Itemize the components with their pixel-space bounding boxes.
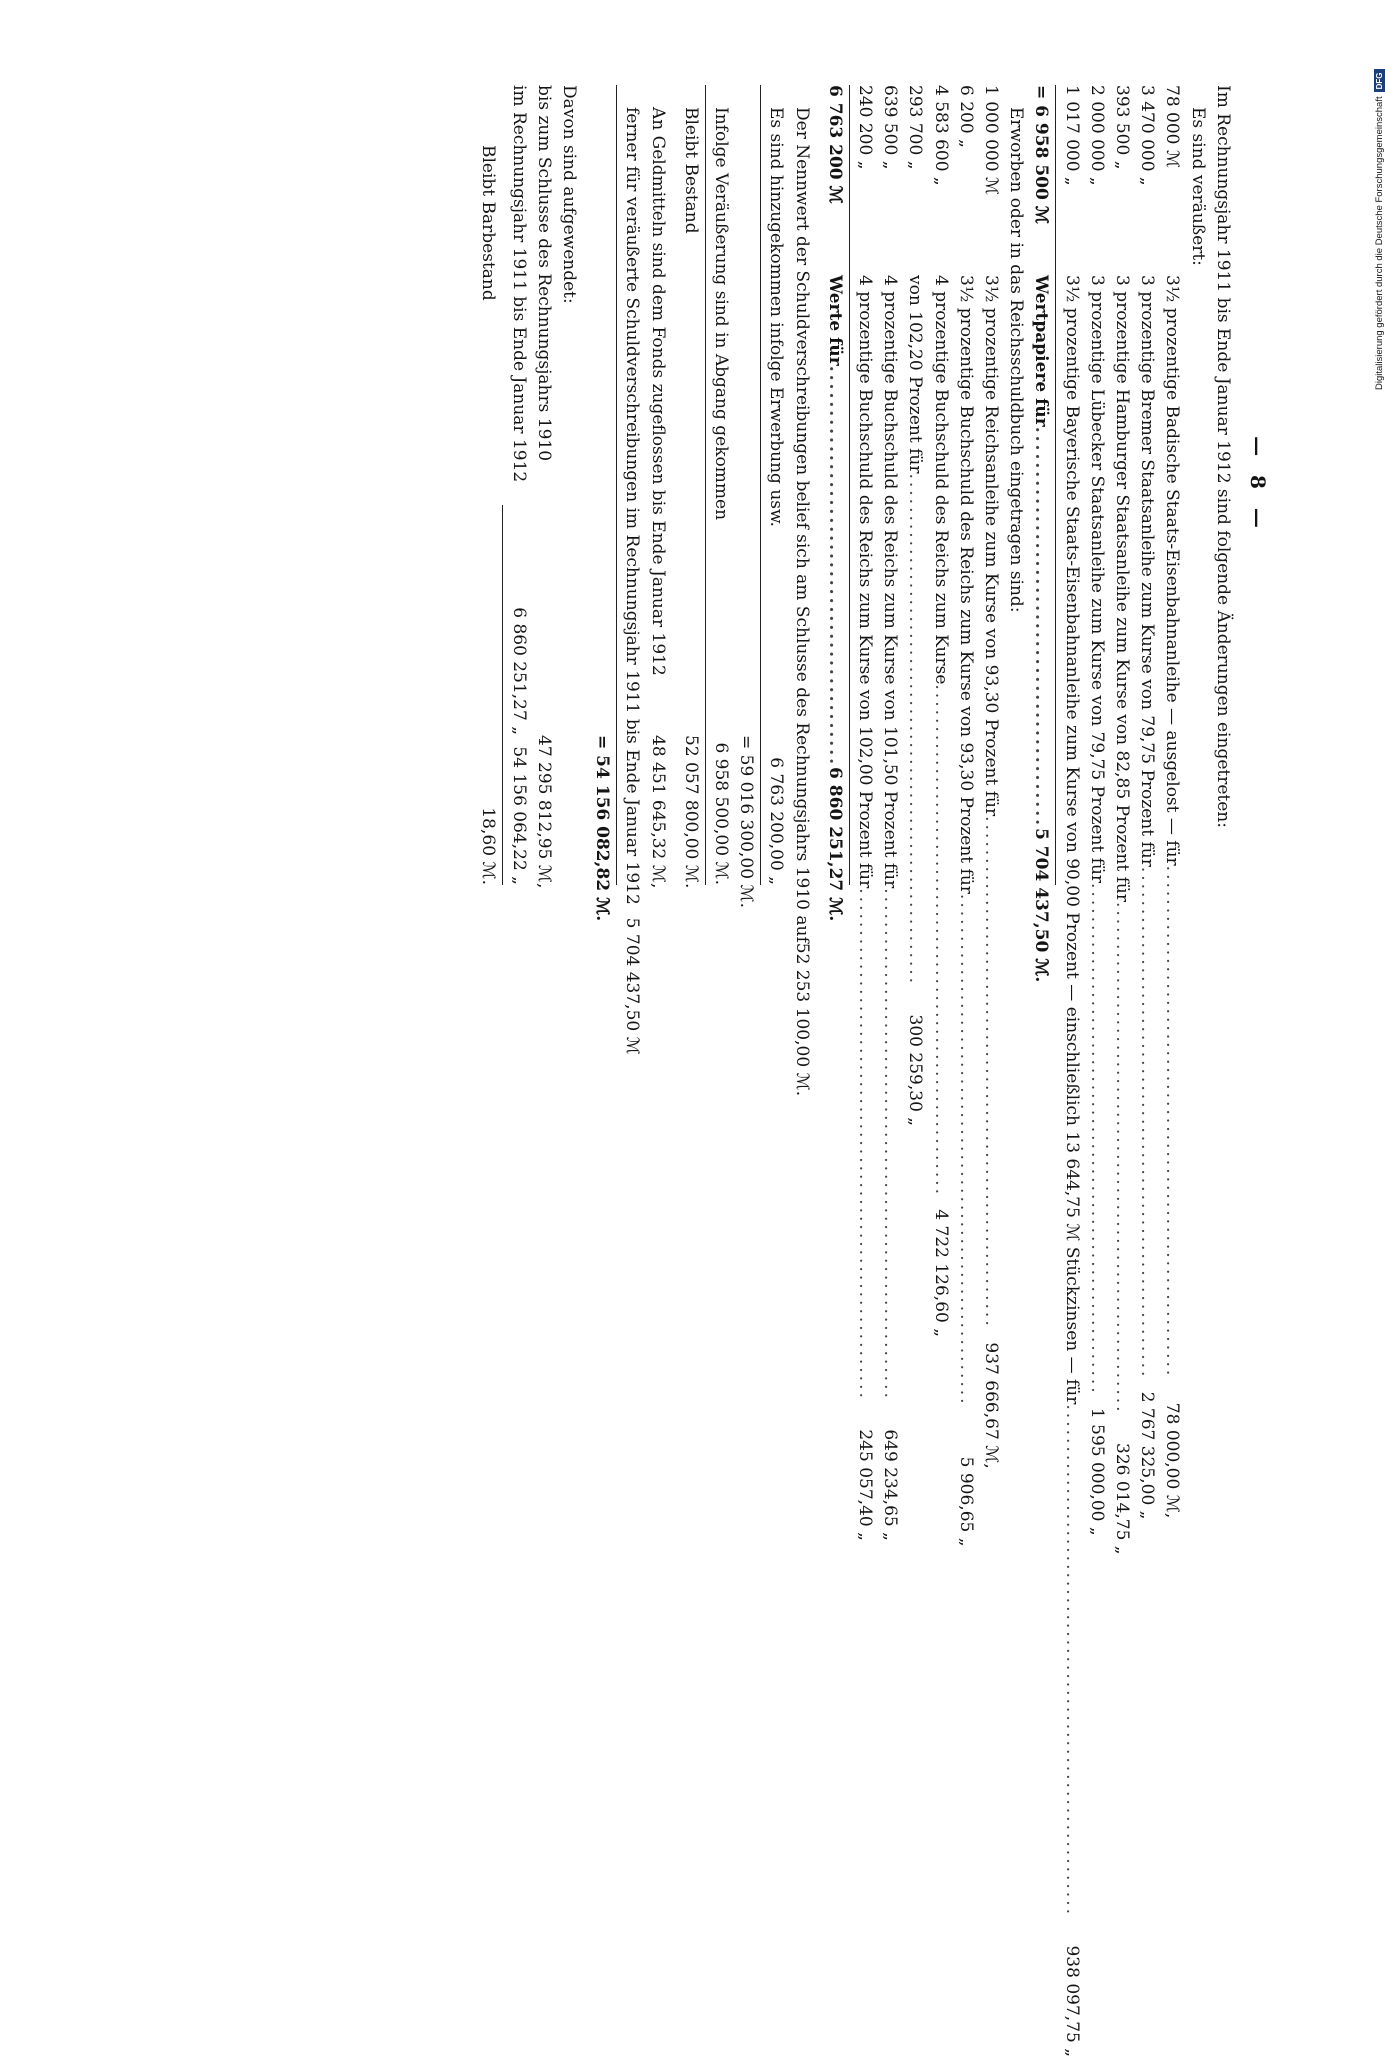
- bought-desc: 4 prozentige Buchschuld des Reichs zum Kurse von 101,50 Prozent für: [880, 275, 901, 889]
- margin-note: [1374, 70, 1385, 391]
- cash-row-2: [619, 85, 644, 1055]
- bought-amount: 293 700 „: [905, 85, 926, 170]
- sold-amount: 393 500 „: [1111, 85, 1132, 170]
- sold-amount: 3 470 000 „: [1137, 85, 1158, 186]
- nominal-desc: Es sind hinzugekommen infolge Erwerbung usw.: [766, 107, 787, 527]
- sold-desc: 3 prozentige Hamburger Staatsanleihe zum Kurse von 82,85 Prozent für: [1111, 275, 1132, 902]
- sold-row: [1159, 85, 1184, 1519]
- nominal-row: [733, 85, 758, 909]
- bought-value: 245 057,40 „: [854, 1429, 875, 1541]
- sold-value: 78 000,00 ℳ,: [1162, 1402, 1183, 1519]
- rotated-page: [110, 85, 1270, 2057]
- divider: [502, 505, 503, 885]
- bought-row: [877, 85, 902, 1541]
- bought-total-desc: Werte für: [824, 275, 845, 366]
- sold-total-value: 5 704 437,50 ℳ.: [1031, 828, 1052, 983]
- sold-row: [1084, 85, 1109, 1536]
- used-heading: Davon sind aufgewendet:: [558, 85, 579, 304]
- sold-row: [1058, 85, 1083, 2057]
- divider: [760, 85, 761, 885]
- nominal-value: 52 253 100,00 ℳ.: [791, 942, 812, 1097]
- bought-value: 5 906,65 „: [955, 1456, 976, 1547]
- nominal-value: 6 958 500,00 ℳ.: [710, 742, 731, 885]
- cash-label-2: ferner für veräußerte Schuldverschreibungen im Rechnungsjahr 1911 bis Ende Januar 1912: [622, 107, 643, 905]
- leader-dots: .............................................................: [1111, 901, 1132, 1415]
- bought-amount: 4 583 600 „: [930, 85, 951, 186]
- page-number: — 8 —: [1246, 436, 1270, 534]
- sold-list: [1058, 85, 1184, 2057]
- used-value-3: 54 156 064,22 „: [508, 746, 529, 885]
- leader-dots: .............................................................: [930, 684, 951, 1198]
- bought-desc: 3½ prozentige Buchschuld des Reichs zum Kurse von 93,30 Prozent für: [955, 275, 976, 894]
- dfg-logo: DFG: [1374, 70, 1385, 93]
- used-label-1: bis zum Schlusse des Rechnungsjahrs 1910: [533, 85, 554, 462]
- cash-label-1: An Geldmitteln sind dem Fonds zugeflossen bis Ende Januar 1912: [647, 107, 668, 676]
- bought-heading: Erworben oder in das Reichsschuldbuch eingetragen sind:: [1006, 107, 1027, 613]
- nominal-value: 6 763 200,00 „: [766, 757, 787, 885]
- sold-row: [1109, 85, 1134, 1555]
- leader-dots: .............................................................: [980, 816, 1001, 1329]
- sold-value: 2 767 325,00 „: [1137, 1391, 1158, 1520]
- sold-desc: 3 prozentige Lübecker Staatsanleihe zum Kurse von 79,75 Prozent für: [1086, 275, 1107, 884]
- bought-row: [927, 85, 952, 1338]
- margin-note-text: Digitalisierung gefördert durch die Deutsche Forschungsgemeinschaft: [1374, 96, 1385, 390]
- bought-list: [852, 85, 1003, 1547]
- used-row-2: [505, 85, 530, 885]
- nominal-desc: Infolge Veräußerung sind in Abgang gekommen: [710, 107, 731, 521]
- cash-total: = 54 156 082,82 ℳ.: [592, 735, 613, 922]
- used-value-1: 47 295 812,95 ℳ,: [533, 735, 554, 889]
- sold-total-desc: Wertpapiere für: [1031, 275, 1052, 427]
- sold-desc: 3½ prozentige Badische Staats-Eisenbahnanleihe — ausgelost — für: [1162, 275, 1183, 866]
- sold-amount: 1 017 000 „: [1061, 85, 1082, 186]
- sold-desc: 3 prozentige Bremer Staatsanleihe zum Kurse von 79,75 Prozent für: [1137, 275, 1158, 867]
- leader-dots: .............................................................: [1086, 883, 1107, 1396]
- sold-value: 938 097,75 „: [1061, 1945, 1082, 2057]
- cash-total-row: [589, 85, 614, 922]
- sold-amount: 78 000 ℳ: [1162, 85, 1183, 169]
- bought-total-amount: 6 763 200 ℳ: [824, 85, 845, 204]
- sold-total-amount: = 6 958 500 ℳ: [1031, 85, 1052, 224]
- bought-value: 300 259,30 „: [905, 1014, 926, 1127]
- used-label-2: im Rechnungsjahr 1911 bis Ende Januar 1912: [508, 85, 529, 483]
- sold-value: 1 595 000,00 „: [1086, 1407, 1107, 1536]
- bought-desc: von 102,20 Prozent für: [905, 275, 926, 474]
- sold-value: 326 014,75 „: [1111, 1443, 1132, 1555]
- cash-row-1: [644, 85, 669, 889]
- bought-value: 649 234,65 „: [880, 1429, 901, 1541]
- leader-dots: .............................................................: [1137, 866, 1158, 1380]
- bought-amount: 240 200 „: [854, 85, 875, 170]
- bought-amount: 6 200 „: [955, 85, 976, 148]
- sold-row: [1134, 85, 1159, 1520]
- nominal-row: [708, 85, 733, 885]
- cash-value-2: 5 704 437,50 ℳ: [622, 917, 643, 1055]
- cash-value-1: 48 451 645,32 ℳ,: [647, 735, 668, 889]
- bought-total-row: [822, 85, 847, 922]
- bought-desc: 4 prozentige Buchschuld des Reichs zum Kurse: [930, 275, 951, 685]
- divider: [616, 85, 617, 885]
- nominal-row: [788, 85, 813, 1097]
- sold-total-row: [1028, 85, 1053, 983]
- document-page: [110, 85, 1270, 2057]
- leader-dots: .............................................................: [955, 893, 976, 1407]
- nominal-row: [678, 85, 703, 889]
- bought-amount: 639 500 „: [880, 85, 901, 170]
- rest-value: 18,60 ℳ.: [478, 807, 499, 885]
- bought-row: [953, 85, 978, 1547]
- rest-row: [475, 85, 500, 885]
- leader-dots: .............................................................: [1061, 1404, 1082, 1918]
- leader-dots: .............................................................: [905, 473, 926, 987]
- divider: [705, 85, 706, 885]
- bought-row: [852, 85, 877, 1541]
- bought-amount: 1 000 000 ℳ: [980, 85, 1001, 196]
- bought-total-value: 6 860 251,27 ℳ.: [824, 767, 845, 922]
- bought-desc: 3½ prozentige Reichsanleihe zum Kurse von 93,30 Prozent für: [980, 275, 1001, 817]
- bought-row: [902, 85, 927, 1127]
- intro-text: Im Rechnungsjahr 1911 bis Ende Januar 1912 sind folgende Änderungen eingetreten:: [1212, 85, 1233, 828]
- sold-desc: 3½ prozentige Bayerische Staats-Eisenbahnanleihe zum Kurse von 90,00 Prozent — einschließlich 13 644,75 ℳ Stückzinsen — für: [1061, 275, 1082, 1405]
- nominal-row: [763, 85, 788, 885]
- nominal-desc: Bleibt Bestand: [680, 107, 701, 234]
- nominal-desc: Der Nennwert der Schuldverschreibungen belief sich am Schlusse des Rechnungsjahrs 1910 auf: [791, 107, 812, 943]
- nominal-value: = 59 016 300,00 ℳ.: [736, 735, 757, 909]
- sold-heading: Es sind veräußert:: [1187, 107, 1208, 266]
- used-value-2: 6 860 251,27 „: [508, 607, 529, 735]
- nominal-list: [678, 85, 814, 1097]
- leader-dots: .............................................: [824, 365, 845, 768]
- bought-row: [978, 85, 1003, 1469]
- used-row-1: [531, 85, 556, 889]
- sold-amount: 2 000 000 „: [1086, 85, 1107, 186]
- leader-dots: .............................................................: [854, 888, 875, 1401]
- divider: [1055, 85, 1056, 885]
- leader-dots: .............................................................: [1162, 865, 1183, 1379]
- bought-desc: 4 prozentige Buchschuld des Reichs zum Kurse von 102,00 Prozent für: [854, 275, 875, 889]
- leader-dots: .............................................................: [880, 888, 901, 1401]
- nominal-value: 52 057 800,00 ℳ.: [680, 735, 701, 889]
- bought-value: 4 722 126,60 „: [930, 1209, 951, 1338]
- rest-label: Bleibt Barbestand: [478, 145, 499, 301]
- leader-dots: .............................................: [1031, 426, 1052, 829]
- bought-value: 937 666,67 ℳ,: [980, 1342, 1001, 1469]
- divider: [849, 85, 850, 885]
